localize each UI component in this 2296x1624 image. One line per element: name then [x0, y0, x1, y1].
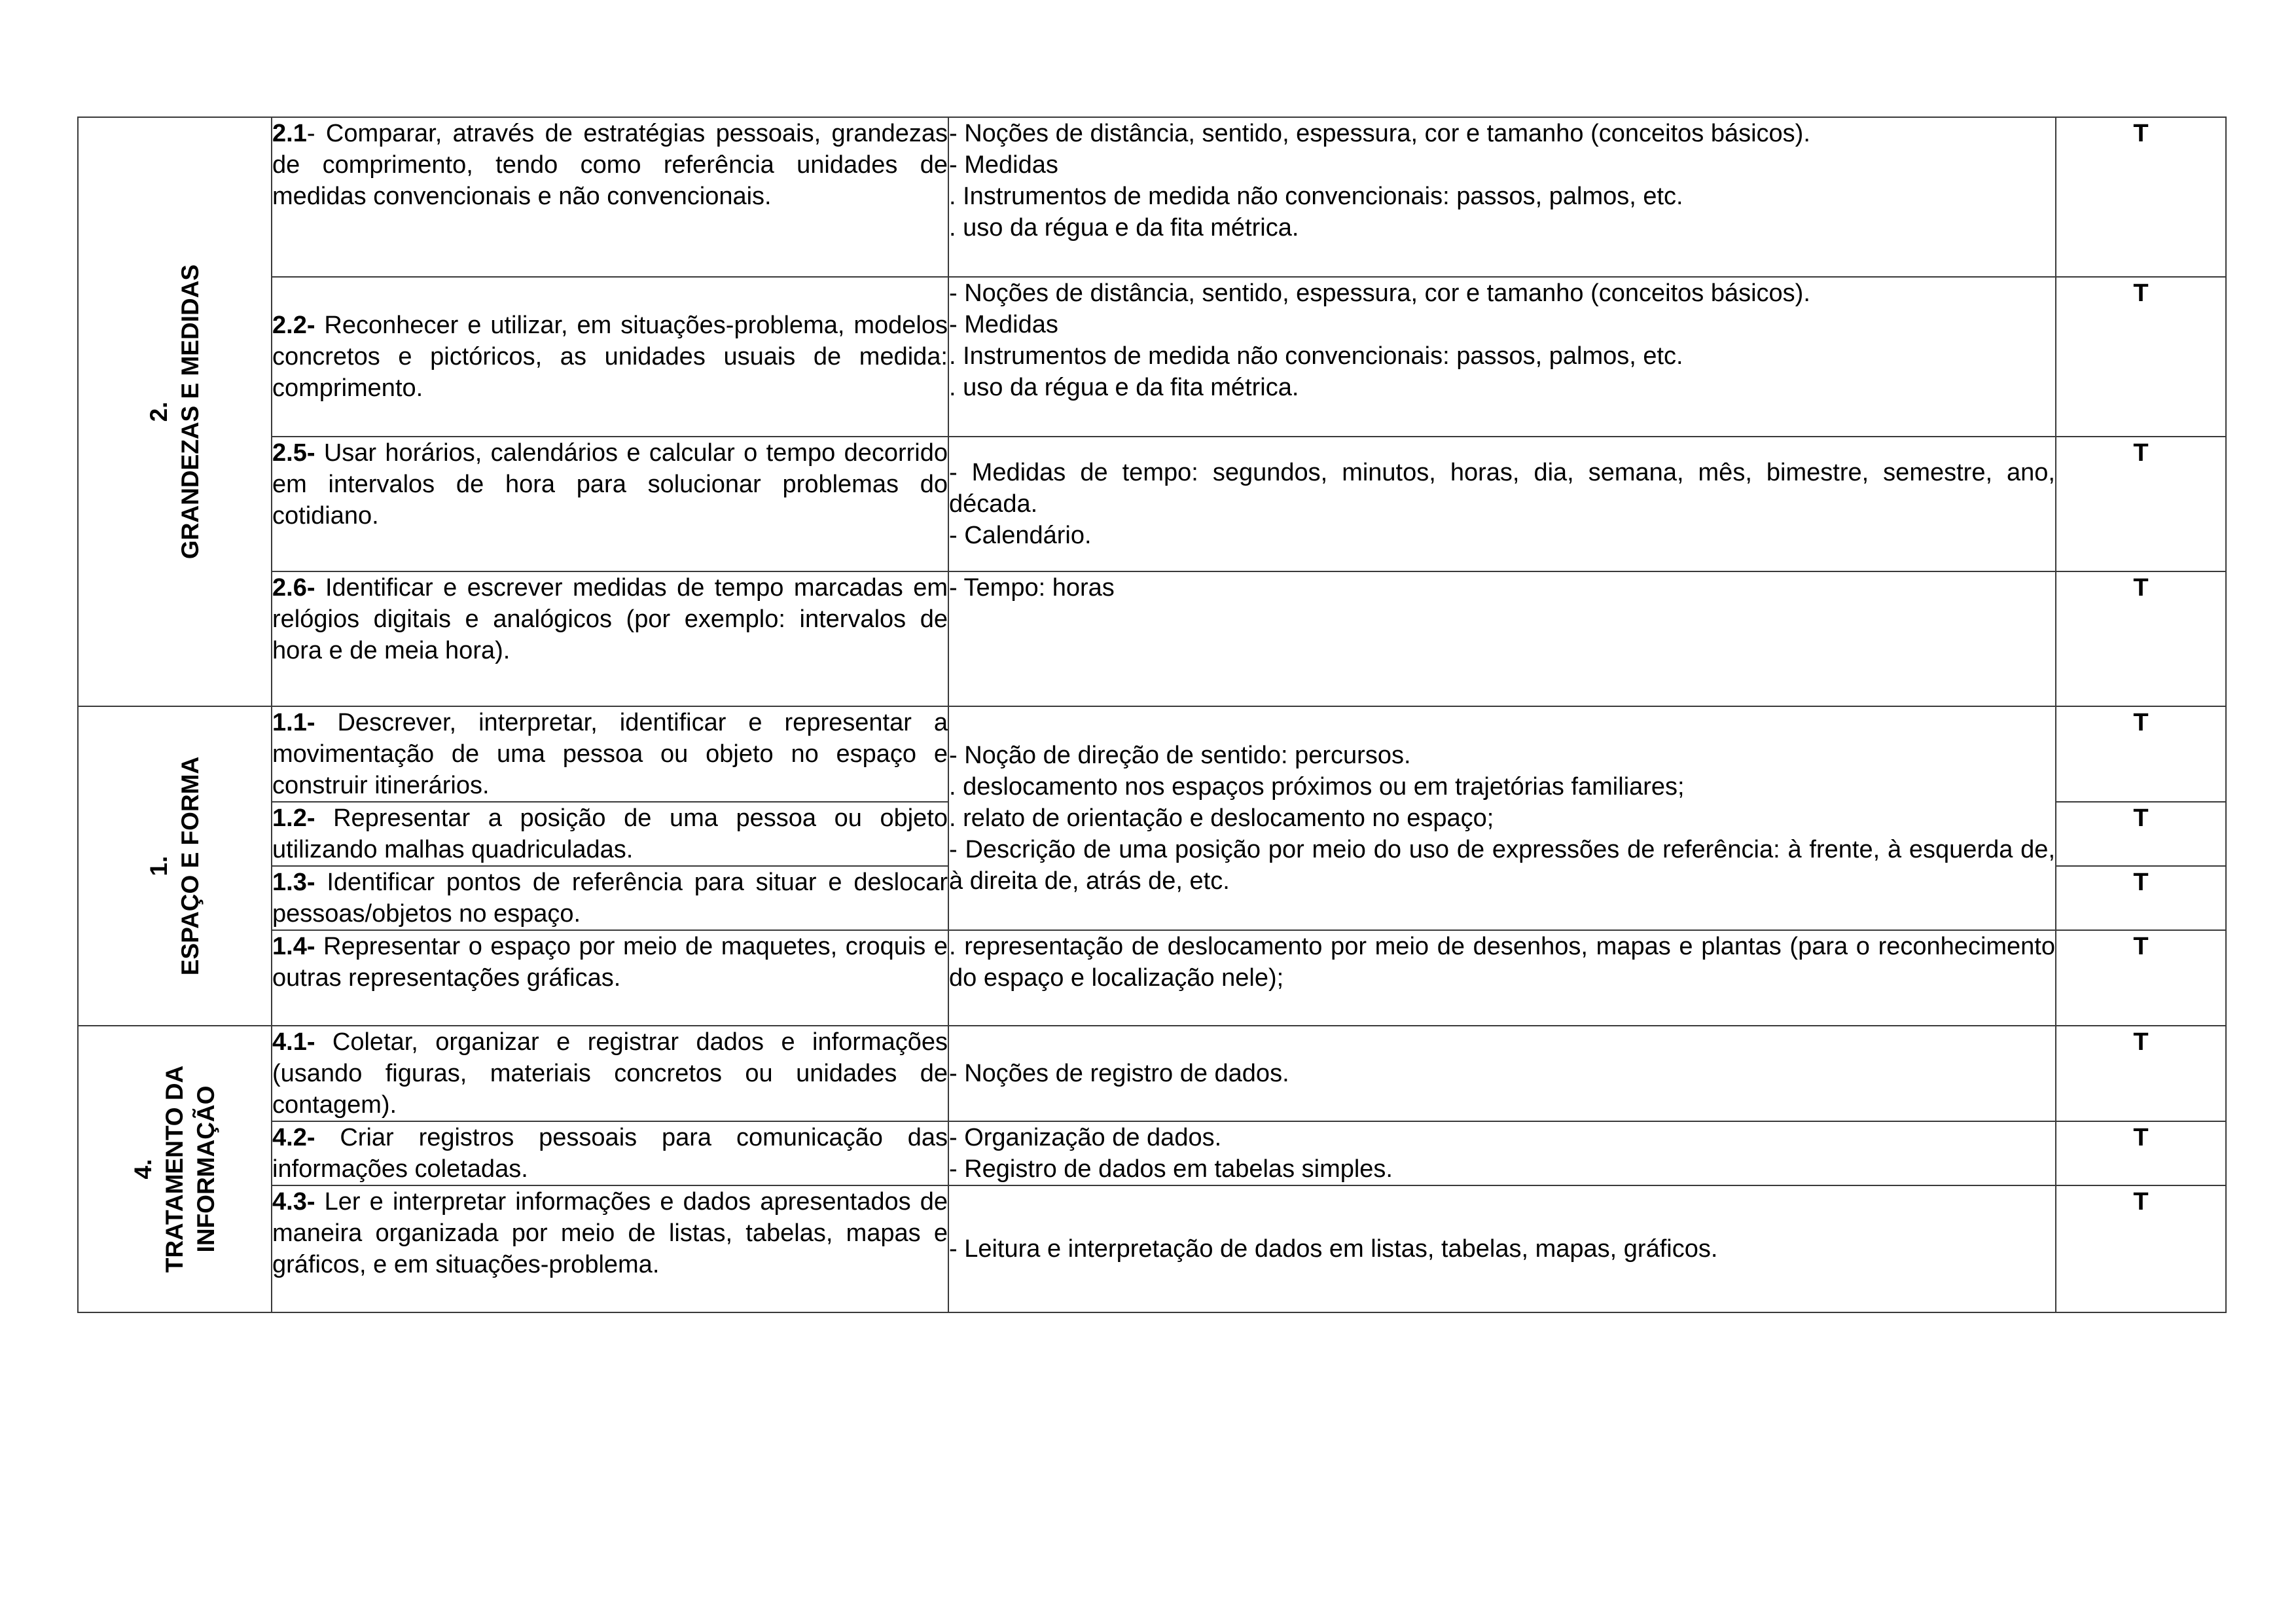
content-cell	[948, 1026, 2056, 1121]
unit-title: INFORMAÇÃO	[192, 1085, 219, 1253]
mark-cell: T	[2056, 1026, 2226, 1121]
content-cell	[948, 1121, 2056, 1185]
content-line: - Tempo: horas	[949, 574, 1115, 602]
content-line: - Medidas de tempo: segundos, minutos, horas, dia, semana, mês, bimestre, semestre, ano, década.	[949, 459, 2055, 518]
content-line: - Noções de registro de dados.	[949, 1060, 1289, 1087]
content-line: - Leitura e interpretação de dados em listas, tabelas, mapas, gráficos.	[949, 1235, 1718, 1263]
unit-number: 4.	[130, 1159, 156, 1180]
unit-label-tratamento	[78, 1026, 272, 1312]
objective-cell	[272, 706, 948, 802]
objective-code: 1.3-	[272, 869, 315, 896]
objective-text: Identificar pontos de referência para situar e deslocar pessoas/objetos no espaço.	[272, 869, 948, 928]
content-line: . uso da régua e da fita métrica.	[949, 214, 1299, 242]
content-cell	[948, 117, 2056, 277]
mark-cell: T	[2056, 930, 2226, 1026]
content-cell	[948, 437, 2056, 571]
shared-content-cell	[948, 706, 2056, 930]
objective-cell	[272, 1026, 948, 1121]
content-line: . Instrumentos de medida não convencionais: passos, palmos, etc.	[949, 183, 1683, 210]
mark-cell: T	[2056, 1121, 2226, 1185]
objective-cell	[272, 117, 948, 277]
content-line: - Noções de distância, sentido, espessura, cor e tamanho (conceitos básicos).	[949, 120, 1810, 147]
objective-code: 2.6-	[272, 574, 315, 602]
objective-cell	[272, 1185, 948, 1312]
mark-cell: T	[2056, 571, 2226, 706]
content-line: - Noções de distância, sentido, espessura, cor e tamanho (conceitos básicos).	[949, 280, 1810, 307]
objective-text: - Comparar, através de estratégias pessoais, grandezas de comprimento, tendo como referência unidades de medidas convencionais e não convencionais.	[272, 120, 948, 210]
objective-text: Identificar e escrever medidas de tempo marcadas em relógios digitais e analógicos (por exemplo: intervalos de hora e de meia hora).	[272, 574, 948, 664]
objective-code: 4.3-	[272, 1188, 315, 1216]
objective-text: Representar a posição de uma pessoa ou objeto utilizando malhas quadriculadas.	[272, 804, 948, 863]
content-line: - Medidas	[949, 311, 1058, 338]
mark-cell: T	[2056, 1185, 2226, 1312]
unit-label-grandezas	[78, 117, 272, 706]
content-line: - Descrição de uma posição por meio do uso de expressões de referência: à frente, à esquerda de, à direita de, atrás de, etc.	[949, 836, 2055, 895]
objective-cell	[272, 437, 948, 571]
table-row	[78, 1121, 2226, 1185]
unit-title: ESPAÇO E FORMA	[177, 756, 204, 976]
objective-text: Representar o espaço por meio de maquetes, croquis e outras representações gráficas.	[272, 933, 948, 992]
table-row	[78, 117, 2226, 277]
objective-cell	[272, 866, 948, 930]
unit-title: TRATAMENTO DA	[161, 1065, 188, 1273]
objective-cell	[272, 277, 948, 437]
objective-code: 4.1-	[272, 1028, 315, 1056]
objective-cell	[272, 1121, 948, 1185]
table-row	[78, 437, 2226, 571]
objective-text: Descrever, interpretar, identificar e representar a movimentação de uma pessoa ou objeto no espaço e construir itinerários.	[272, 709, 948, 799]
objective-text: Criar registros pessoais para comunicação das informações coletadas.	[272, 1124, 948, 1183]
table-row	[78, 706, 2226, 802]
content-line: - Calendário.	[949, 522, 1092, 549]
mark-cell: T	[2056, 866, 2226, 930]
mark-cell: T	[2056, 437, 2226, 571]
objective-text: Reconhecer e utilizar, em situações-problema, modelos concretos e pictóricos, as unidades usuais de medida: comprimento.	[272, 312, 948, 402]
curriculum-table	[77, 117, 2227, 1313]
unit-number: 1.	[145, 856, 172, 876]
content-cell	[948, 1185, 2056, 1312]
objective-cell	[272, 802, 948, 866]
objective-code: 1.1-	[272, 709, 315, 736]
table-row	[78, 930, 2226, 1026]
unit-number: 2.	[145, 401, 172, 422]
mark-cell: T	[2056, 117, 2226, 277]
content-cell	[948, 930, 2056, 1026]
unit-title: GRANDEZAS E MEDIDAS	[177, 264, 204, 560]
objective-code: 1.4-	[272, 933, 315, 960]
content-line: . deslocamento nos espaços próximos ou em trajetórias familiares;	[949, 773, 1685, 801]
content-cell	[948, 571, 2056, 706]
objective-text: Ler e interpretar informações e dados apresentados de maneira organizada por meio de listas, tabelas, mapas e gráficos, e em situações-problema.	[272, 1188, 948, 1278]
table-row	[78, 1026, 2226, 1121]
content-line: - Medidas	[949, 151, 1058, 179]
objective-code: 2.5-	[272, 439, 315, 467]
unit-label-espaco	[78, 706, 272, 1026]
objective-cell	[272, 571, 948, 706]
objective-code: 2.2-	[272, 312, 315, 339]
objective-cell	[272, 930, 948, 1026]
content-line: . relato de orientação e deslocamento no espaço;	[949, 804, 1494, 832]
objective-code: 4.2-	[272, 1124, 315, 1151]
objective-text: Usar horários, calendários e calcular o tempo decorrido em intervalos de hora para solucionar problemas do cotidiano.	[272, 439, 948, 530]
content-cell	[948, 277, 2056, 437]
content-line: . Instrumentos de medida não convencionais: passos, palmos, etc.	[949, 342, 1683, 370]
content-line: - Noção de direção de sentido: percursos.	[949, 742, 1411, 769]
objective-code: 2.1	[272, 120, 307, 147]
objective-code: 1.2-	[272, 804, 315, 832]
mark-cell: T	[2056, 802, 2226, 866]
table-row	[78, 1185, 2226, 1312]
content-line: . representação de deslocamento por meio de desenhos, mapas e plantas (para o reconhecimento do espaço e localização nele);	[949, 933, 2055, 992]
table-row	[78, 277, 2226, 437]
content-line: - Organização de dados.	[949, 1124, 1222, 1151]
table-row	[78, 571, 2226, 706]
mark-cell: T	[2056, 706, 2226, 802]
mark-cell: T	[2056, 277, 2226, 437]
content-line: - Registro de dados em tabelas simples.	[949, 1155, 1393, 1183]
objective-text: Coletar, organizar e registrar dados e informações (usando figuras, materiais concretos ou unidades de contagem).	[272, 1028, 948, 1119]
content-line: . uso da régua e da fita métrica.	[949, 374, 1299, 401]
